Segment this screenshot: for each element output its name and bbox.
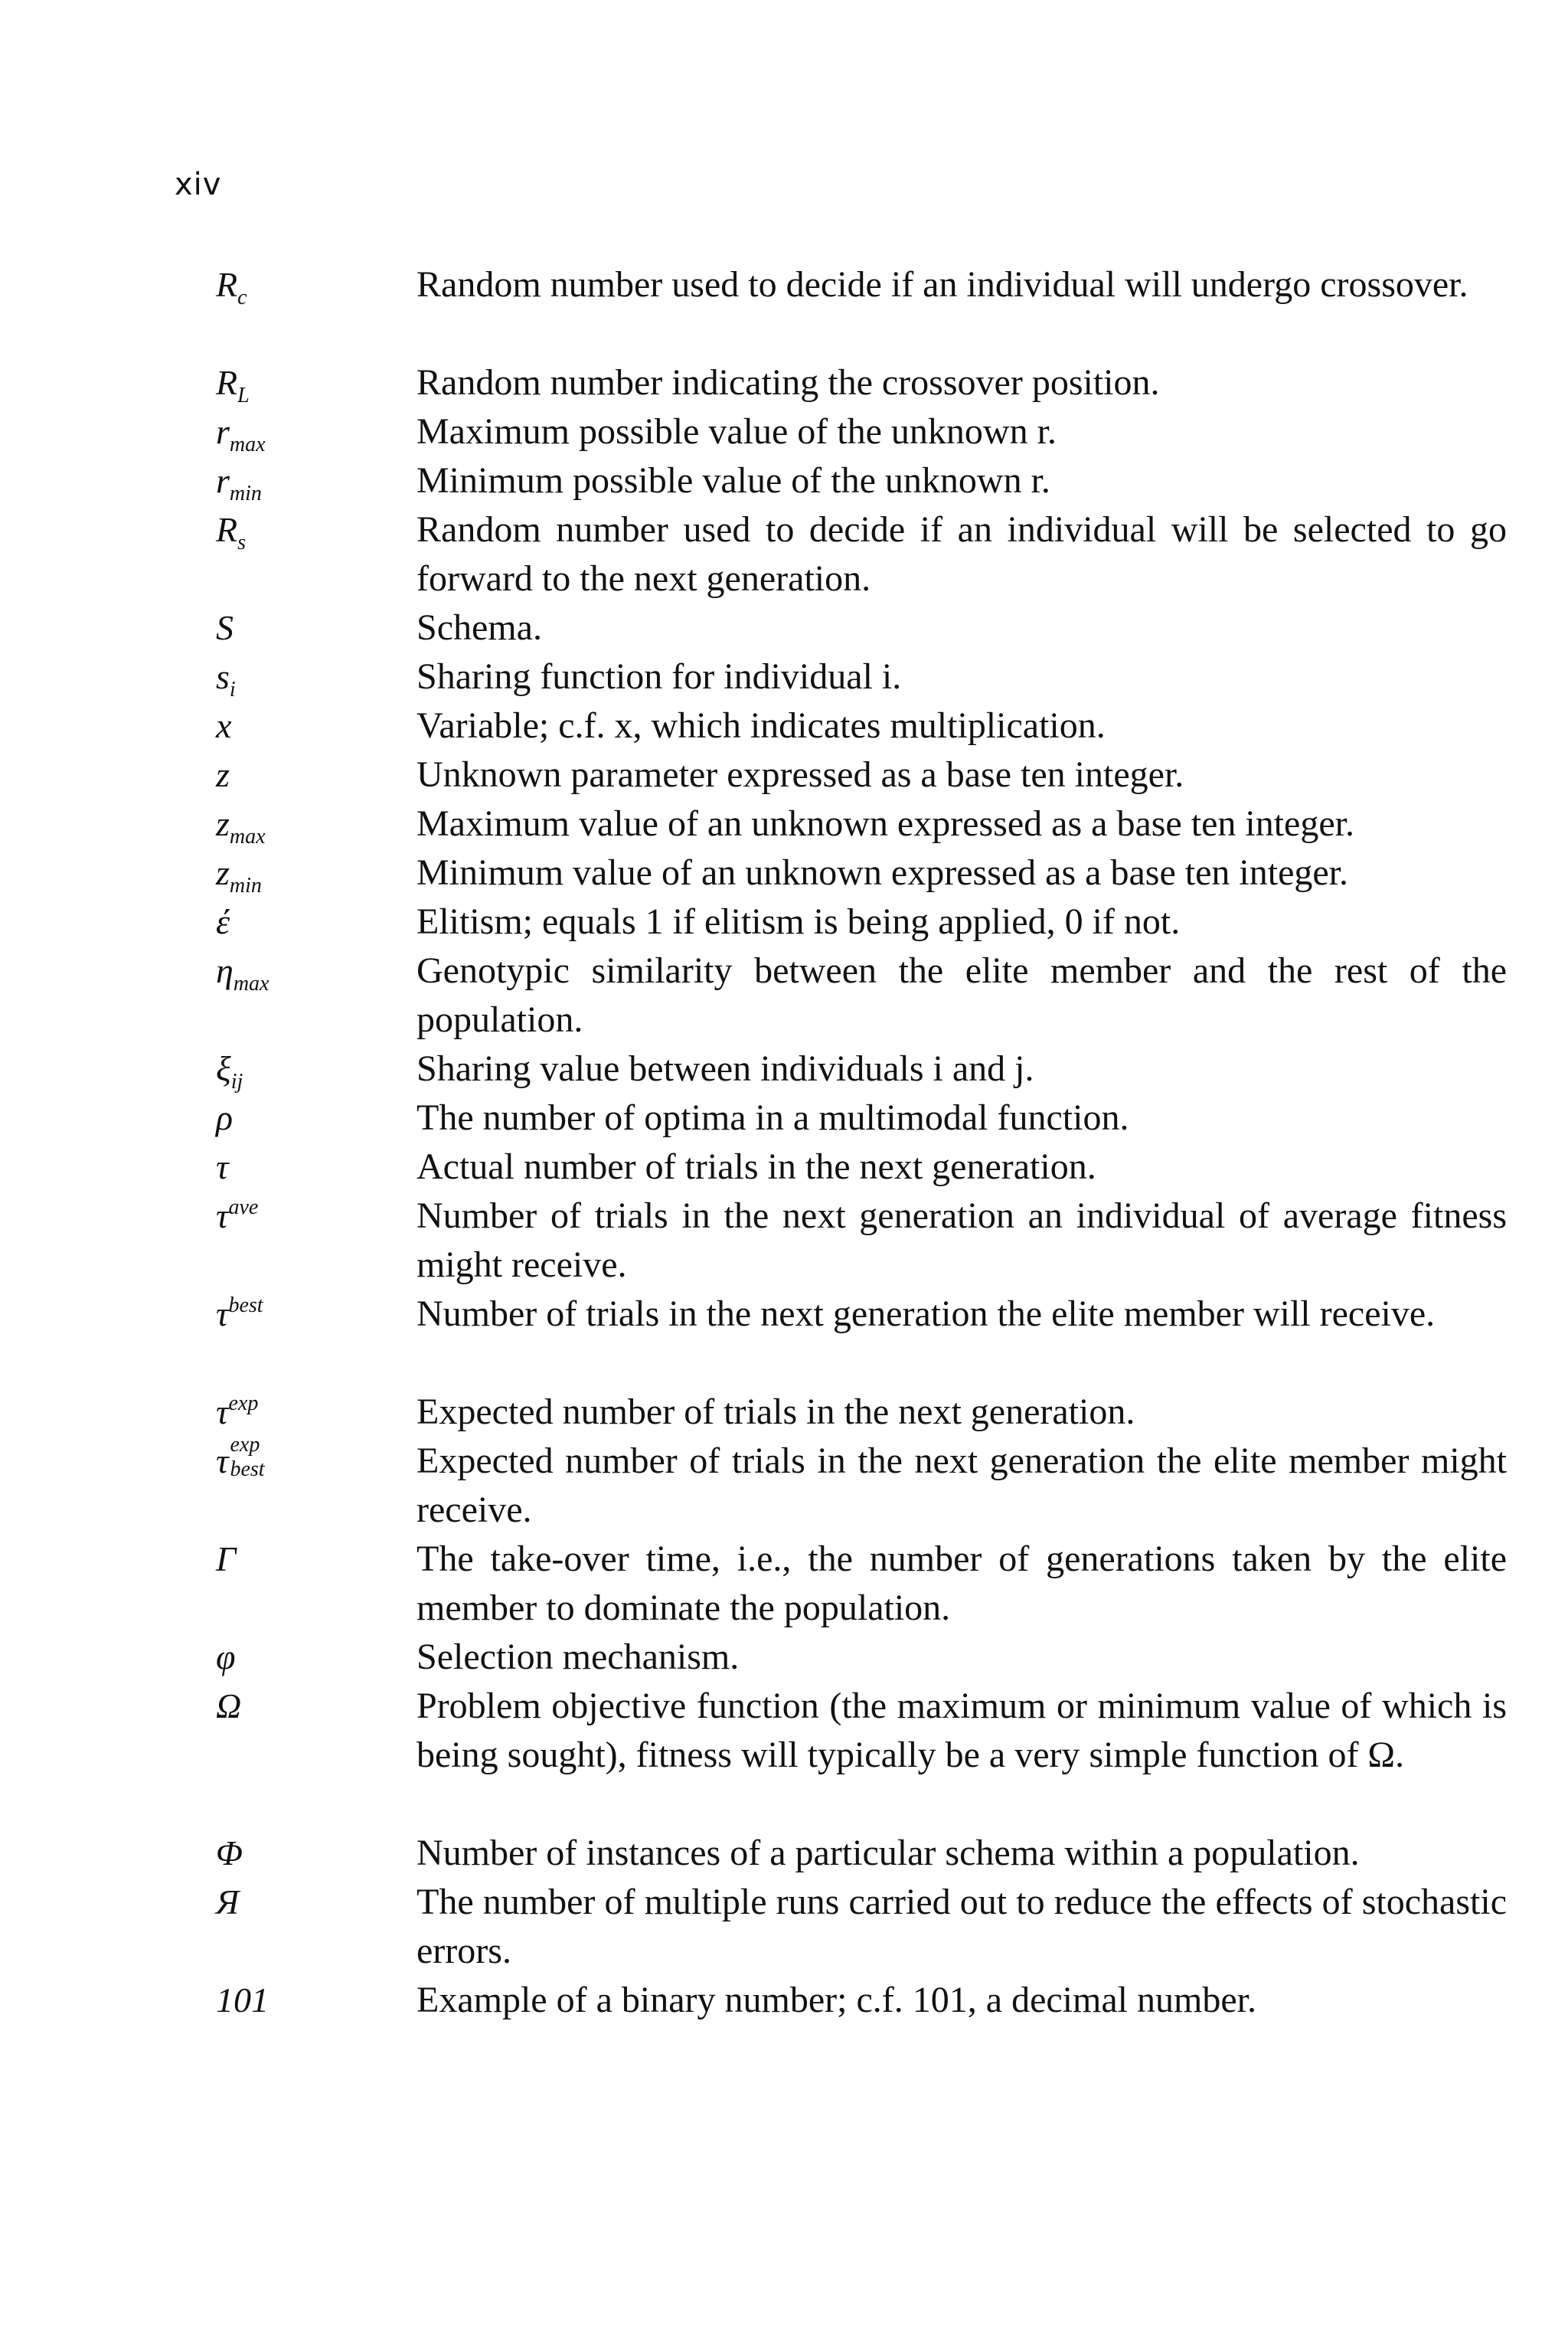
entry-symbol: x <box>216 706 232 745</box>
entry-description: Number of instances of a particular schema within a population. <box>416 1833 1360 1873</box>
entry-symbol: $R_L$ <box>216 363 250 407</box>
entry-description: Schema. <box>416 607 542 648</box>
entry-description: The take-over time, i.e., the number of generations taken by the elite member to dominate the population. <box>416 1539 1507 1628</box>
entry-description: Unknown parameter expressed as a base ten integer. <box>416 754 1184 795</box>
entry-symbol: $\eta_{max}$ <box>216 951 270 996</box>
entry-symbol: Γ <box>216 1539 237 1578</box>
entry-symbol: $\tau^{ave}$ <box>216 1195 259 1235</box>
entry-description: Random number used to decide if an individual will undergo crossover. <box>416 264 1468 305</box>
entry-symbol: $z_{max}$ <box>216 804 266 849</box>
entry-symbol: Я <box>216 1882 240 1921</box>
entry-description: Example of a binary number; c.f. 101, a decimal number. <box>416 1980 1256 2020</box>
entry-symbol: $R_c$ <box>216 265 247 309</box>
entry-description: The number of optima in a multimodal function. <box>416 1097 1129 1138</box>
entry-symbol: $r_{min}$ <box>216 461 262 505</box>
entry-description: The number of multiple runs carried out to reduce the effects of stochastic errors. <box>416 1882 1507 1971</box>
entry-symbol: τ <box>216 1147 229 1186</box>
entry-symbol: Φ <box>216 1833 243 1872</box>
entry-symbol: $\xi_{ij}$ <box>216 1049 243 1094</box>
entry-description: Maximum value of an unknown expressed as a base ten integer. <box>416 803 1354 844</box>
entry-description: Selection mechanism. <box>416 1637 740 1677</box>
entry-description: Number of trials in the next generation an individual of average fitness might receive. <box>416 1195 1507 1285</box>
entry-symbol: z <box>216 755 230 794</box>
entry-symbol: Ω <box>216 1686 242 1725</box>
entry-description: Problem objective function (the maximum or minimum value of which is being sought), fitness will typically be a very simple function of Ω. <box>416 1686 1507 1775</box>
entry-description: Minimum possible value of the unknown r. <box>416 460 1050 501</box>
entry-description: Genotypic similarity between the elite member and the rest of the population. <box>416 950 1507 1040</box>
entry-description: Sharing value between individuals i and j. <box>416 1048 1034 1089</box>
entry-description: Variable; c.f. x, which indicates multiplication. <box>416 705 1106 746</box>
entry-symbol: $\tau^{exp}$ <box>216 1392 259 1431</box>
entry-symbol: ρ <box>216 1098 234 1137</box>
entry-description: Minimum value of an unknown expressed as a base ten integer. <box>416 852 1349 893</box>
entry-description: Random number used to decide if an individual will be selected to go forward to the next generation. <box>416 509 1507 599</box>
entry-description: Sharing function for individual i. <box>416 656 902 697</box>
entry-description: Maximum possible value of the unknown r. <box>416 411 1057 452</box>
entry-symbol: $\tau^{best}$ <box>216 1293 263 1333</box>
entry-description: Expected number of trials in the next generation the elite member might receive. <box>416 1441 1507 1530</box>
entry-symbol: $R_s$ <box>216 510 247 554</box>
entry-description: Random number indicating the crossover position. <box>416 362 1160 403</box>
entry-symbol: 101 <box>216 1980 269 2019</box>
entry-symbol: φ <box>216 1637 236 1676</box>
entry-description: Actual number of trials in the next generation. <box>416 1146 1096 1187</box>
entry-symbol: έ <box>216 902 230 941</box>
entry-symbol: $z_{min}$ <box>216 853 262 898</box>
page-number: xiv <box>175 167 222 202</box>
entry-description: Elitism; equals 1 if elitism is being applied, 0 if not. <box>416 901 1181 942</box>
entry-description: Number of trials in the next generation the elite member will receive. <box>416 1293 1436 1334</box>
entry-symbol: S <box>216 608 234 647</box>
entry-description: Expected number of trials in the next generation. <box>416 1392 1135 1432</box>
entry-symbol: $r_{max}$ <box>216 412 266 456</box>
entry-symbol: $s_i$ <box>216 657 236 701</box>
entry-symbol: τ exp best <box>216 1433 265 1482</box>
